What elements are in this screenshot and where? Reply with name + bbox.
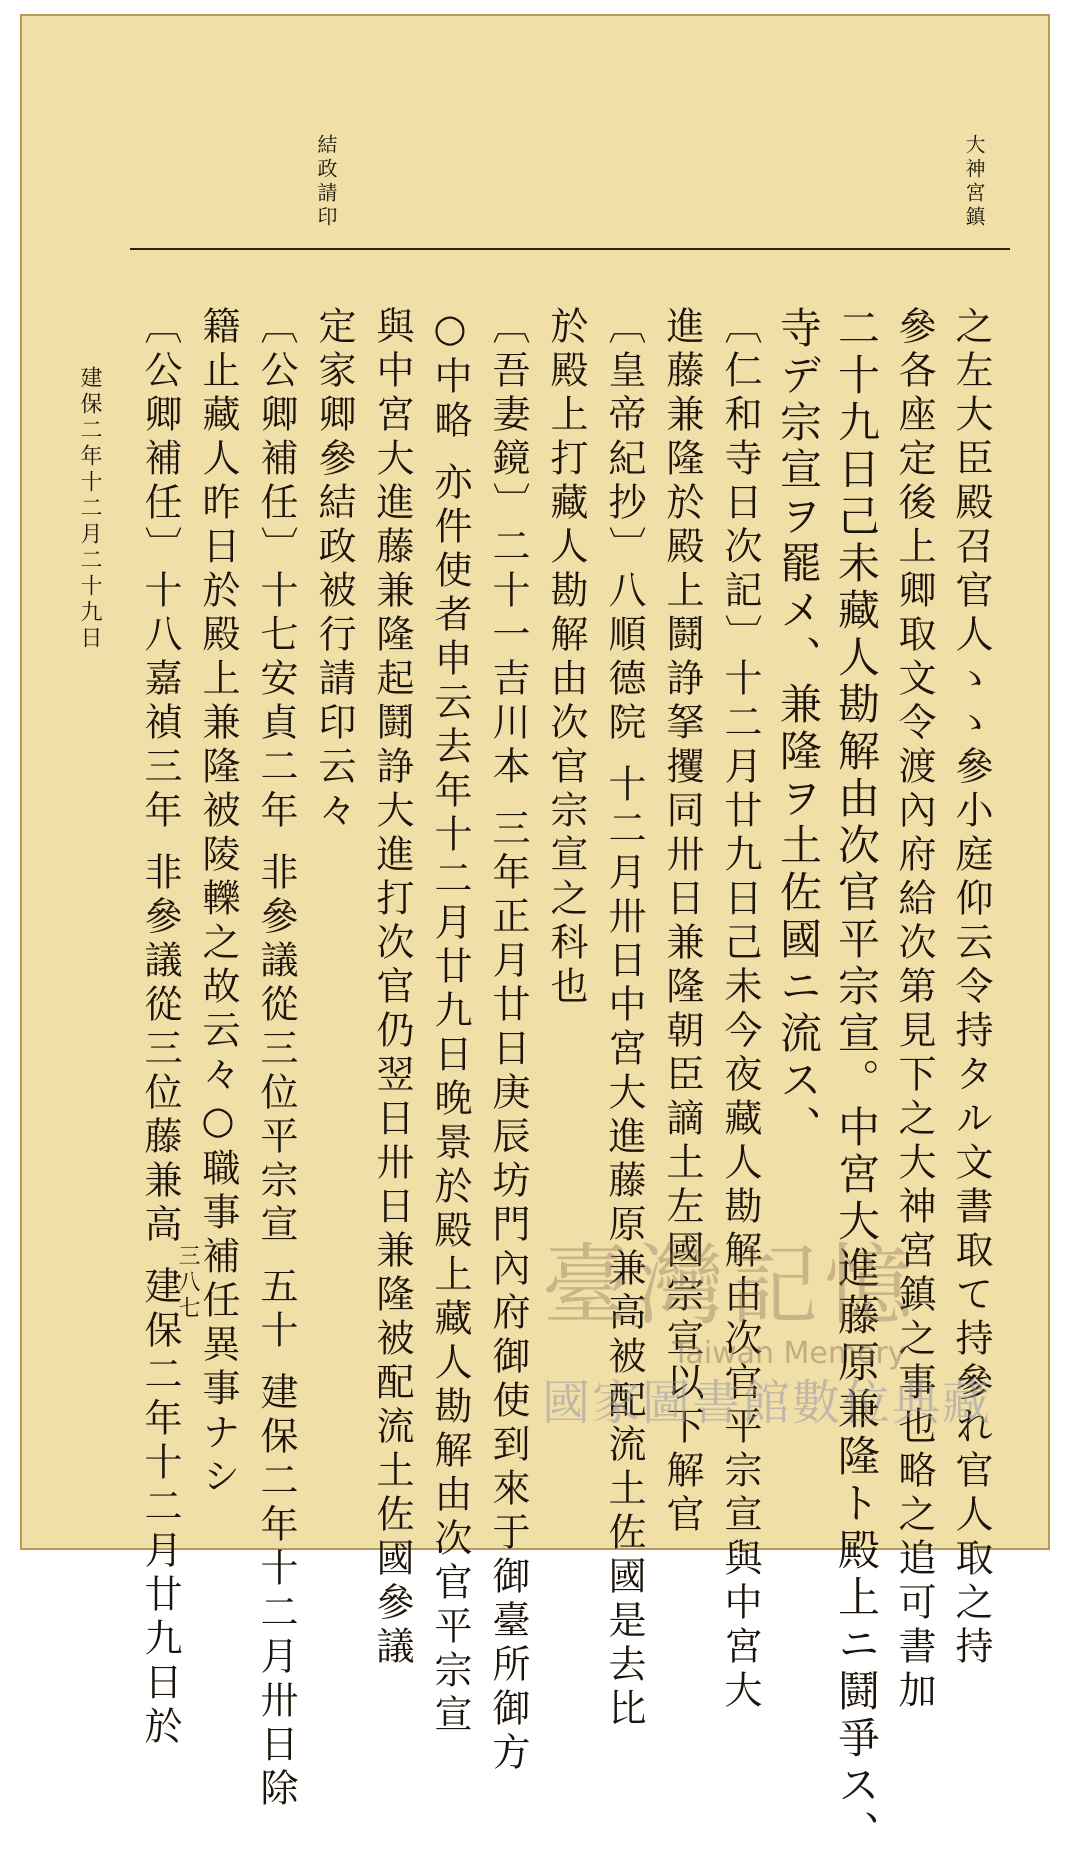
text-column-11: 與中宮大進藤兼隆起鬪諍大進打次官仍翌日卅日兼隆被配流土佐國參議 bbox=[370, 306, 414, 1670]
text-column-13: 〔公卿補任〕十七安貞二年 非參議從三位平宗宣 五十 建保二年十二月卅日除 bbox=[254, 306, 298, 1813]
text-column-5: 〔仁和寺日次記〕十二月廿九日己未今夜藏人勘解由次官平宗宣與中宮大 bbox=[718, 306, 762, 1714]
text-column-15: 〔公卿補任〕十八嘉禎三年 非參議從三位藤兼高 建保二年十二月廿九日於 bbox=[138, 306, 182, 1751]
text-column-2: 參各座定後上卿取文令渡內府給次第見下之大神宮鎮之事也略之追可書加 bbox=[892, 306, 936, 1714]
text-column-6: 進藤兼隆於殿上鬪諍拏攫同卅日兼隆朝臣謫土左國宗宣以下解官 bbox=[660, 306, 704, 1538]
text-column-8: 於殿上打藏人勘解由次官宗宣之科也 bbox=[544, 306, 588, 1010]
watermark-english-text: Taiwan Memory bbox=[672, 1336, 906, 1371]
text-column-4: 寺デ宗宣ヲ罷メ、兼隆ヲ土佐國ニ流ス、 bbox=[774, 306, 823, 1152]
running-head-title: 大神宮鎮 bbox=[962, 134, 986, 230]
watermark-main-text: 臺灣記憶 bbox=[542, 1234, 919, 1337]
footer-date: 建保二年十二月二十九日 bbox=[77, 366, 102, 652]
text-column-1: 之左大臣殿召官人ゝゝ參小庭仰云令持タル文書取て持參れ官人取之持 bbox=[949, 306, 993, 1670]
text-column-12: 定家卿參結政被行請印云々 bbox=[312, 306, 356, 834]
page-number: 三八七 bbox=[175, 1244, 200, 1322]
watermark-sub-text: 國家圖書館數位典藏 bbox=[542, 1375, 993, 1431]
text-column-7: 〔皇帝紀抄〕八順德院 十二月卅日中宮大進藤原兼高被配流土佐國是去比 bbox=[602, 306, 646, 1733]
header-rule bbox=[130, 248, 1010, 250]
text-column-3: 二十九日己未藏人勘解由次官平宗宣。中宮大進藤原兼隆ト殿上ニ鬪爭ス、 bbox=[832, 306, 881, 1857]
document-page bbox=[20, 14, 1050, 1857]
text-column-10: ○中略 亦件使者申云去年十二月廿九日晚景於殿上藏人勘解由次官平宗宣 bbox=[428, 306, 472, 1739]
running-head-section: 結政請印 bbox=[314, 134, 338, 230]
text-column-9: 〔吾妻鏡〕二十一吉川本 三年正月廿日庚辰坊門內府御使到來于御臺所御方 bbox=[486, 306, 530, 1777]
text-column-14: 籍止藏人昨日於殿上兼隆被陵轢之故云々○職事補任異事ナシ bbox=[196, 306, 240, 1500]
